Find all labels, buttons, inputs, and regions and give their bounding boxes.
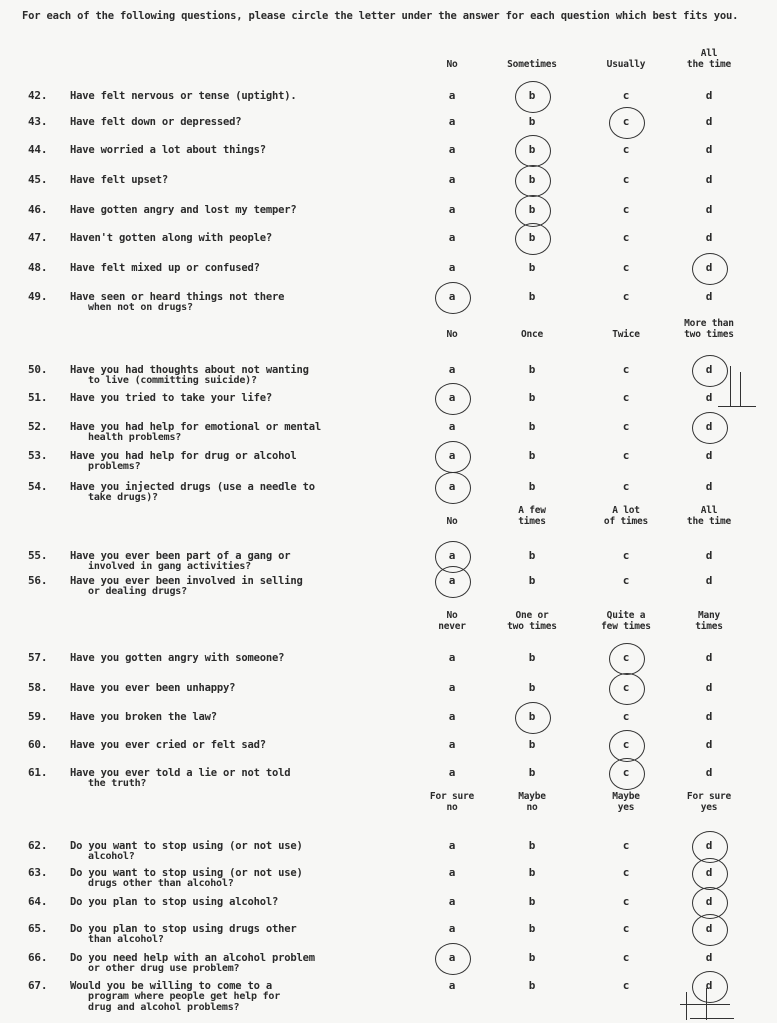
- answer-option-d[interactable]: d: [705, 363, 713, 376]
- answer-option-d[interactable]: d: [705, 710, 713, 723]
- answer-option-a[interactable]: a: [448, 710, 456, 723]
- answer-option-c[interactable]: c: [622, 261, 630, 274]
- answer-circle-mark: [435, 566, 471, 598]
- question-text: Have you ever told a lie or not told: [70, 767, 291, 779]
- column-header: A few times: [518, 505, 546, 527]
- question-text: Have you ever been unhappy?: [70, 682, 236, 694]
- answer-option-d[interactable]: d: [705, 203, 713, 216]
- answer-circle-mark: [692, 858, 728, 890]
- question-text: the truth?: [88, 778, 147, 789]
- answer-option-c[interactable]: c: [622, 143, 630, 156]
- answer-option-c[interactable]: c: [622, 651, 630, 664]
- question-number: 42.: [28, 89, 48, 102]
- answer-option-d[interactable]: d: [705, 89, 713, 102]
- question-text: problems?: [88, 461, 141, 472]
- question-text: to live (committing suicide)?: [88, 375, 257, 386]
- question-number: 57.: [28, 651, 48, 664]
- answer-option-b[interactable]: b: [528, 895, 536, 908]
- answer-option-c[interactable]: c: [622, 766, 630, 779]
- answer-option-b[interactable]: b: [528, 651, 536, 664]
- question-text: or dealing drugs?: [88, 586, 187, 597]
- answer-option-c[interactable]: c: [622, 89, 630, 102]
- answer-option-a[interactable]: a: [448, 922, 456, 935]
- question-text: Have seen or heard things not there: [70, 291, 285, 303]
- answer-option-c[interactable]: c: [622, 681, 630, 694]
- answer-option-a[interactable]: a: [448, 738, 456, 751]
- column-header: No never: [438, 610, 466, 632]
- answer-option-d[interactable]: d: [705, 391, 713, 404]
- answer-option-b[interactable]: b: [528, 89, 536, 102]
- question-text: Have you ever been involved in selling: [70, 575, 303, 587]
- answer-option-d[interactable]: d: [705, 979, 713, 992]
- handwritten-mark: [740, 372, 741, 406]
- answer-option-c[interactable]: c: [622, 391, 630, 404]
- answer-option-a[interactable]: a: [448, 143, 456, 156]
- question-number: 61.: [28, 766, 48, 779]
- answer-option-a[interactable]: a: [448, 574, 456, 587]
- answer-circle-mark: [692, 412, 728, 444]
- answer-option-b[interactable]: b: [528, 681, 536, 694]
- question-number: 58.: [28, 681, 48, 694]
- question-text: Have you had help for drug or alcohol: [70, 450, 297, 462]
- column-header: Maybe yes: [612, 791, 640, 813]
- column-header: Usually: [606, 59, 646, 70]
- column-header: No: [446, 329, 458, 340]
- question-text: Have felt nervous or tense (uptight).: [70, 90, 297, 102]
- answer-option-c[interactable]: c: [622, 449, 630, 462]
- answer-option-d[interactable]: d: [705, 766, 713, 779]
- question-number: 47.: [28, 231, 48, 244]
- answer-option-c[interactable]: c: [622, 549, 630, 562]
- answer-option-c[interactable]: c: [622, 839, 630, 852]
- answer-option-b[interactable]: b: [528, 290, 536, 303]
- answer-option-b[interactable]: b: [528, 391, 536, 404]
- question-text: Would you be willing to come to a: [70, 980, 273, 992]
- answer-option-c[interactable]: c: [622, 922, 630, 935]
- question-text: or other drug use problem?: [88, 963, 240, 974]
- answer-circle-mark: [609, 643, 645, 675]
- question-text: Do you plan to stop using alcohol?: [70, 896, 279, 908]
- answer-option-d[interactable]: d: [705, 449, 713, 462]
- answer-option-c[interactable]: c: [622, 173, 630, 186]
- answer-circle-mark: [515, 702, 551, 734]
- column-header: One or two times: [507, 610, 557, 632]
- answer-option-d[interactable]: d: [705, 681, 713, 694]
- handwritten-mark: [680, 1004, 730, 1005]
- answer-circle-mark: [435, 282, 471, 314]
- answer-option-a[interactable]: a: [448, 866, 456, 879]
- question-text: Do you want to stop using (or not use): [70, 867, 303, 879]
- question-text: Have you injected drugs (use a needle to: [70, 481, 315, 493]
- question-text: Have felt down or depressed?: [70, 116, 242, 128]
- answer-option-b[interactable]: b: [528, 922, 536, 935]
- answer-option-a[interactable]: a: [448, 173, 456, 186]
- column-header: More than two times: [684, 318, 734, 340]
- question-number: 66.: [28, 951, 48, 964]
- answer-option-b[interactable]: b: [528, 766, 536, 779]
- answer-circle-mark: [609, 107, 645, 139]
- answer-option-a[interactable]: a: [448, 203, 456, 216]
- answer-option-c[interactable]: c: [622, 951, 630, 964]
- answer-option-c[interactable]: c: [622, 979, 630, 992]
- answer-option-b[interactable]: b: [528, 951, 536, 964]
- answer-option-d[interactable]: d: [705, 922, 713, 935]
- answer-circle-mark: [609, 673, 645, 705]
- answer-option-d[interactable]: d: [705, 115, 713, 128]
- answer-circle-mark: [515, 135, 551, 167]
- answer-option-d[interactable]: d: [705, 574, 713, 587]
- answer-option-b[interactable]: b: [528, 231, 536, 244]
- answer-option-c[interactable]: c: [622, 115, 630, 128]
- question-number: 55.: [28, 549, 48, 562]
- question-number: 49.: [28, 290, 48, 303]
- question-number: 50.: [28, 363, 48, 376]
- question-text: Have felt upset?: [70, 174, 168, 186]
- answer-option-c[interactable]: c: [622, 420, 630, 433]
- question-number: 46.: [28, 203, 48, 216]
- column-header: No: [446, 516, 458, 527]
- answer-option-d[interactable]: d: [705, 651, 713, 664]
- answer-option-d[interactable]: d: [705, 290, 713, 303]
- handwritten-mark: [730, 366, 731, 406]
- question-text: health problems?: [88, 432, 182, 443]
- column-header: For sure yes: [686, 791, 732, 813]
- answer-option-c[interactable]: c: [622, 574, 630, 587]
- answer-option-a[interactable]: a: [448, 115, 456, 128]
- question-number: 45.: [28, 173, 48, 186]
- column-header: Quite a few times: [601, 610, 651, 632]
- answer-option-d[interactable]: d: [705, 480, 713, 493]
- question-text: Have felt mixed up or confused?: [70, 262, 260, 274]
- question-number: 51.: [28, 391, 48, 404]
- column-header: All the time: [686, 48, 732, 70]
- answer-option-c[interactable]: c: [622, 480, 630, 493]
- question-text: Haven't gotten along with people?: [70, 232, 273, 244]
- question-text: take drugs)?: [88, 492, 158, 503]
- question-text: Have you gotten angry with someone?: [70, 652, 285, 664]
- column-header: Sometimes: [507, 59, 557, 70]
- answer-circle-mark: [692, 253, 728, 285]
- question-number: 52.: [28, 420, 48, 433]
- answer-circle-mark: [435, 383, 471, 415]
- answer-circle-mark: [435, 472, 471, 504]
- answer-option-c[interactable]: c: [622, 290, 630, 303]
- column-header: All the time: [686, 505, 732, 527]
- answer-option-d[interactable]: d: [705, 261, 713, 274]
- question-text: Have you broken the law?: [70, 711, 217, 723]
- question-number: 59.: [28, 710, 48, 723]
- question-number: 65.: [28, 922, 48, 935]
- answer-option-a[interactable]: a: [448, 231, 456, 244]
- answer-circle-mark: [609, 758, 645, 790]
- question-number: 43.: [28, 115, 48, 128]
- question-text: drug and alcohol problems?: [88, 1002, 240, 1013]
- question-number: 62.: [28, 839, 48, 852]
- answer-option-a[interactable]: a: [448, 766, 456, 779]
- column-header: Maybe no: [518, 791, 546, 813]
- question-text: Have you had help for emotional or mental: [70, 421, 321, 433]
- question-number: 48.: [28, 261, 48, 274]
- question-number: 67.: [28, 979, 48, 992]
- answer-option-b[interactable]: b: [528, 143, 536, 156]
- question-text: Do you plan to stop using drugs other: [70, 923, 297, 935]
- answer-option-c[interactable]: c: [622, 363, 630, 376]
- answer-option-a[interactable]: a: [448, 449, 456, 462]
- column-header: No: [446, 59, 458, 70]
- question-text: Do you want to stop using (or not use): [70, 840, 303, 852]
- answer-option-d[interactable]: d: [705, 738, 713, 751]
- answer-option-d[interactable]: d: [705, 549, 713, 562]
- answer-option-a[interactable]: a: [448, 363, 456, 376]
- answer-option-c[interactable]: c: [622, 231, 630, 244]
- answer-option-b[interactable]: b: [528, 549, 536, 562]
- answer-circle-mark: [435, 441, 471, 473]
- question-text: Have you ever cried or felt sad?: [70, 739, 266, 751]
- question-number: 60.: [28, 738, 48, 751]
- answer-option-b[interactable]: b: [528, 173, 536, 186]
- column-header: For sure no: [429, 791, 475, 813]
- answer-option-a[interactable]: a: [448, 290, 456, 303]
- question-text: Have you ever been part of a gang or: [70, 550, 291, 562]
- question-text: Do you need help with an alcohol problem: [70, 952, 315, 964]
- answer-option-d[interactable]: d: [705, 866, 713, 879]
- answer-option-b[interactable]: b: [528, 363, 536, 376]
- answer-circle-mark: [692, 914, 728, 946]
- answer-option-a[interactable]: a: [448, 549, 456, 562]
- answer-option-b[interactable]: b: [528, 449, 536, 462]
- handwritten-mark: [686, 992, 687, 1020]
- answer-option-b[interactable]: b: [528, 261, 536, 274]
- answer-option-a[interactable]: a: [448, 480, 456, 493]
- answer-option-c[interactable]: c: [622, 895, 630, 908]
- answer-option-b[interactable]: b: [528, 710, 536, 723]
- answer-option-c[interactable]: c: [622, 738, 630, 751]
- answer-option-a[interactable]: a: [448, 261, 456, 274]
- answer-option-b[interactable]: b: [528, 738, 536, 751]
- answer-option-a[interactable]: a: [448, 979, 456, 992]
- answer-option-d[interactable]: d: [705, 231, 713, 244]
- answer-option-b[interactable]: b: [528, 866, 536, 879]
- answer-option-d[interactable]: d: [705, 143, 713, 156]
- handwritten-mark: [718, 406, 756, 407]
- answer-option-b[interactable]: b: [528, 420, 536, 433]
- column-header: Once: [520, 329, 544, 340]
- question-text: drugs other than alcohol?: [88, 878, 234, 889]
- answer-option-a[interactable]: a: [448, 681, 456, 694]
- answer-option-d[interactable]: d: [705, 420, 713, 433]
- answer-circle-mark: [692, 355, 728, 387]
- answer-option-d[interactable]: d: [705, 839, 713, 852]
- answer-option-c[interactable]: c: [622, 866, 630, 879]
- question-number: 63.: [28, 866, 48, 879]
- question-text: program where people get help for: [88, 991, 281, 1002]
- column-header: Many times: [695, 610, 723, 632]
- answer-option-b[interactable]: b: [528, 839, 536, 852]
- answer-option-a[interactable]: a: [448, 89, 456, 102]
- answer-option-b[interactable]: b: [528, 480, 536, 493]
- answer-option-d[interactable]: d: [705, 173, 713, 186]
- answer-option-d[interactable]: d: [705, 895, 713, 908]
- instructions-text: For each of the following questions, please circle the letter under the answer for each question which best fits you.: [22, 10, 739, 22]
- answer-option-c[interactable]: c: [622, 203, 630, 216]
- answer-option-d[interactable]: d: [705, 951, 713, 964]
- answer-circle-mark: [515, 81, 551, 113]
- question-text: Have you had thoughts about not wanting: [70, 364, 309, 376]
- question-text: than alcohol?: [88, 934, 164, 945]
- answer-circle-mark: [515, 223, 551, 255]
- answer-option-c[interactable]: c: [622, 710, 630, 723]
- question-number: 53.: [28, 449, 48, 462]
- column-header: Twice: [612, 329, 640, 340]
- answer-option-b[interactable]: b: [528, 979, 536, 992]
- answer-option-a[interactable]: a: [448, 651, 456, 664]
- question-text: when not on drugs?: [88, 302, 193, 313]
- answer-option-a[interactable]: a: [448, 420, 456, 433]
- answer-option-a[interactable]: a: [448, 839, 456, 852]
- question-number: 56.: [28, 574, 48, 587]
- answer-option-a[interactable]: a: [448, 951, 456, 964]
- answer-circle-mark: [435, 943, 471, 975]
- answer-circle-mark: [515, 165, 551, 197]
- handwritten-mark: [690, 1018, 734, 1019]
- column-header: A lot of times: [603, 505, 649, 527]
- answer-option-b[interactable]: b: [528, 115, 536, 128]
- question-text: alcohol?: [88, 851, 135, 862]
- answer-option-b[interactable]: b: [528, 574, 536, 587]
- question-text: Have gotten angry and lost my temper?: [70, 204, 297, 216]
- answer-option-a[interactable]: a: [448, 895, 456, 908]
- question-text: Have you tried to take your life?: [70, 392, 273, 404]
- question-number: 64.: [28, 895, 48, 908]
- answer-option-b[interactable]: b: [528, 203, 536, 216]
- answer-circle-mark: [692, 971, 728, 1003]
- answer-option-a[interactable]: a: [448, 391, 456, 404]
- question-number: 44.: [28, 143, 48, 156]
- question-text: involved in gang activities?: [88, 561, 251, 572]
- question-text: Have worried a lot about things?: [70, 144, 266, 156]
- question-number: 54.: [28, 480, 48, 493]
